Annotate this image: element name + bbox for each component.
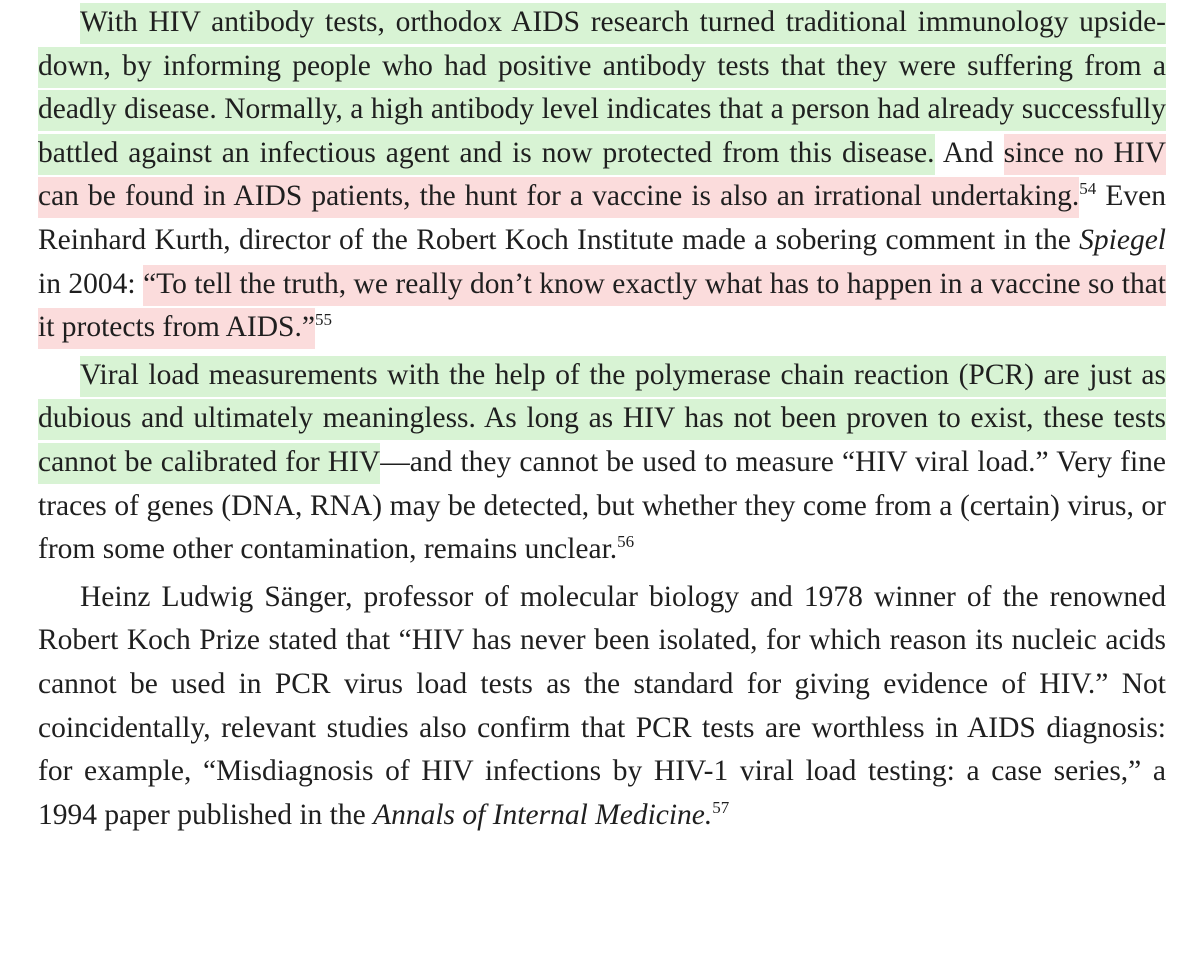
journal-title: Annals of Internal Medicine.	[373, 798, 713, 831]
footnote-ref: 54	[1079, 179, 1097, 199]
paragraph-2	[38, 354, 1166, 572]
highlight-green: With HIV antibody tests, orthodox AIDS research turned traditional immunology upside-down, by informing people who had positive antibody tests that they were suffering from a deadly disease. Normally, a high antibody level indicates that a person had already successfully battled against an infectious agent and is now protected from this disease.	[38, 3, 1166, 175]
paragraph-1	[38, 0, 1166, 350]
highlight-red-quote: “To tell the truth, we really don’t know exactly what has to happen in a vaccine so that it protects from AIDS.”	[38, 265, 1166, 350]
paragraph-3	[38, 576, 1166, 838]
document-page	[38, 0, 1166, 837]
text-span: Even Reinhard Kurth, director of the Robert Koch Institute made a sobering comment in the	[38, 180, 1166, 256]
footnote-ref: 56	[617, 532, 635, 552]
text-span: since no HIV can be found in AIDS patients, the hunt for a vaccine is also an irrational undertaking.	[38, 136, 1166, 213]
footnote-ref: 55	[314, 310, 332, 330]
publication-title: Spiegel	[1079, 223, 1166, 256]
highlight-green: Viral load measurements with the help of the polymerase chain reaction (PCR) are just as dubious and ultimately meaningless. As long as HIV has not been proven to exist, these tests cannot be calibrated for HIV	[38, 356, 1166, 484]
footnote-ref: 57	[712, 797, 730, 817]
text-span: Heinz Ludwig Sänger, professor of molecular biology and 1978 winner of the renowned Robert Koch Prize stated that “HIV has never been isolated, for which reason its nucleic acids cannot be used in PCR virus load tests as the standard for giving evidence of HIV.” Not coincidentally, relevant studies also confirm that PCR tests are worthless in AIDS diagnosis: for example, “Misdiagnosis of HIV infections by HIV-1 viral load testing: a case series,” a 1994 paper published in the	[38, 580, 1166, 831]
text-span: in 2004:	[38, 267, 144, 300]
text-span: And	[934, 136, 1004, 169]
text-span: —and they cannot be used to measure “HIV viral load.” Very fine traces of genes (DNA, RNA) may be detected, but whether they come from a (certain) virus, or from some other contamination, remains unclear.	[38, 445, 1166, 566]
